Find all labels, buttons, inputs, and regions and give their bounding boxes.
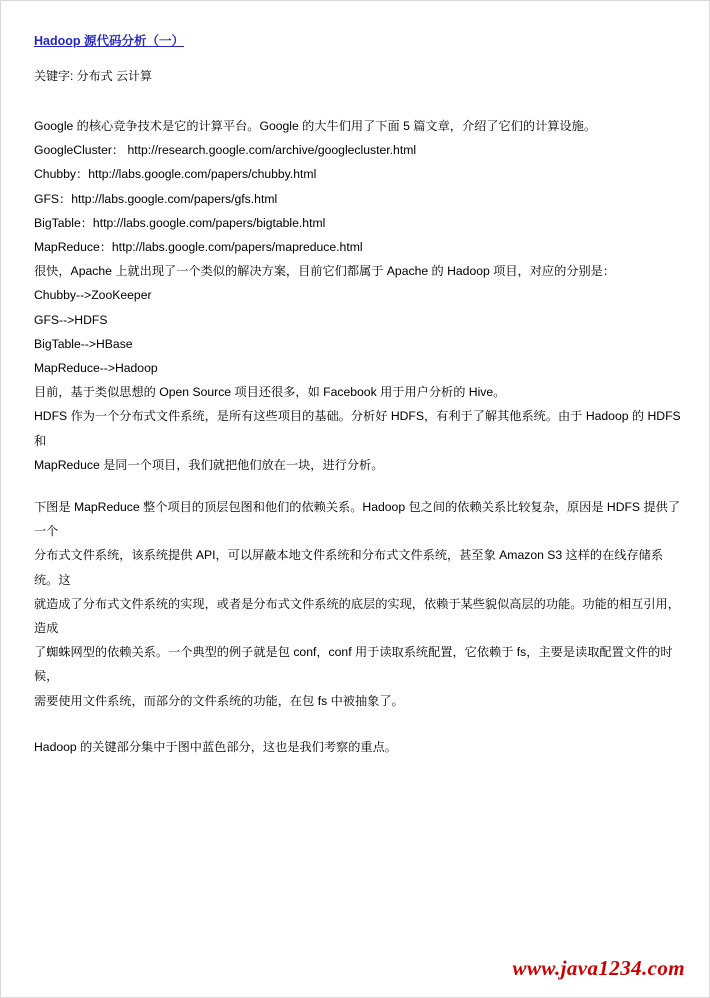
mapping-bigtable-hbase: BigTable-->HBase — [34, 336, 133, 351]
intro-paragraph: Google 的核心竞争技术是它的计算平台。Google 的大牛们用了下面 5 篇文章，介绍了它们的计算设施。 — [34, 119, 597, 133]
body-line-4: 了蜘蛛网型的依赖关系。一个典型的例子就是包 conf，conf 用于读取系统配置，它依赖于 fs，主要是读取配置文件的时候， — [34, 645, 673, 684]
opensource-note: 目前，基于类似思想的 Open Source 项目还很多，如 Facebook 用于用户分析的 Hive。 — [34, 385, 506, 400]
mapping-chubby-zookeeper: Chubby-->ZooKeeper — [34, 288, 152, 303]
hdfs-note-line-2: MapReduce 是同一个项目，我们就把他们放在一块，进行分析。 — [34, 457, 384, 472]
mapping-gfs-hdfs: GFS-->HDFS — [34, 312, 108, 327]
body-line-2: 分布式文件系统，该系统提供 API，可以屏蔽本地文件系统和分布式文件系统，甚至象 Amazon S3 这样的在线存储系统。这 — [34, 548, 664, 587]
paragraph-spacer — [34, 477, 682, 495]
mapping-mapreduce-hadoop: MapReduce-->Hadoop — [34, 361, 158, 376]
body-line-5: 需要使用文件系统，而部分的文件系统的功能，在包 fs 中被抽象了。 — [34, 693, 404, 708]
paragraph-spacer-2 — [34, 713, 682, 735]
closing-paragraph: Hadoop 的关键部分集中于图中蓝色部分，这也是我们考察的重点。 — [34, 739, 397, 754]
link-googlecluster: GoogleCluster： http://research.google.com/archive/googlecluster.html — [34, 143, 417, 158]
link-chubby: Chubby：http://labs.google.com/papers/chubby.html — [34, 167, 317, 182]
body-line-3: 就造成了分布式文件系统的实现，或者是分布式文件系统的底层的实现，依赖于某些貌似高层的功能。功能的相互引用，造成 — [34, 596, 680, 636]
keywords-line: 关键字: 分布式 云计算 — [34, 69, 153, 83]
document-content — [34, 31, 685, 759]
apache-note: 很快，Apache 上就出现了一个类似的解决方案，目前它们都属于 Apache 的 Hadoop 项目，对应的分别是： — [34, 264, 616, 279]
body-line-1: 下图是 MapReduce 整个项目的顶层包图和他们的依赖关系。Hadoop 包之间的依赖关系比较复杂，原因是 HDFS 提供了一个 — [34, 500, 681, 539]
link-gfs: GFS：http://labs.google.com/papers/gfs.html — [34, 191, 278, 206]
title-row — [34, 31, 682, 67]
link-mapreduce: MapReduce：http://labs.google.com/papers/mapreduce.html — [34, 240, 363, 255]
hdfs-note-line-1: HDFS 作为一个分布式文件系统，是所有这些项目的基础。分析好 HDFS，有利于了解其他系统。由于 Hadoop 的 HDFS 和 — [34, 409, 685, 448]
watermark-text: www.java1234.com — [512, 956, 685, 980]
link-bigtable: BigTable：http://labs.google.com/papers/bigtable.html — [34, 215, 326, 230]
page-title: Hadoop 源代码分析（一） — [34, 34, 184, 48]
